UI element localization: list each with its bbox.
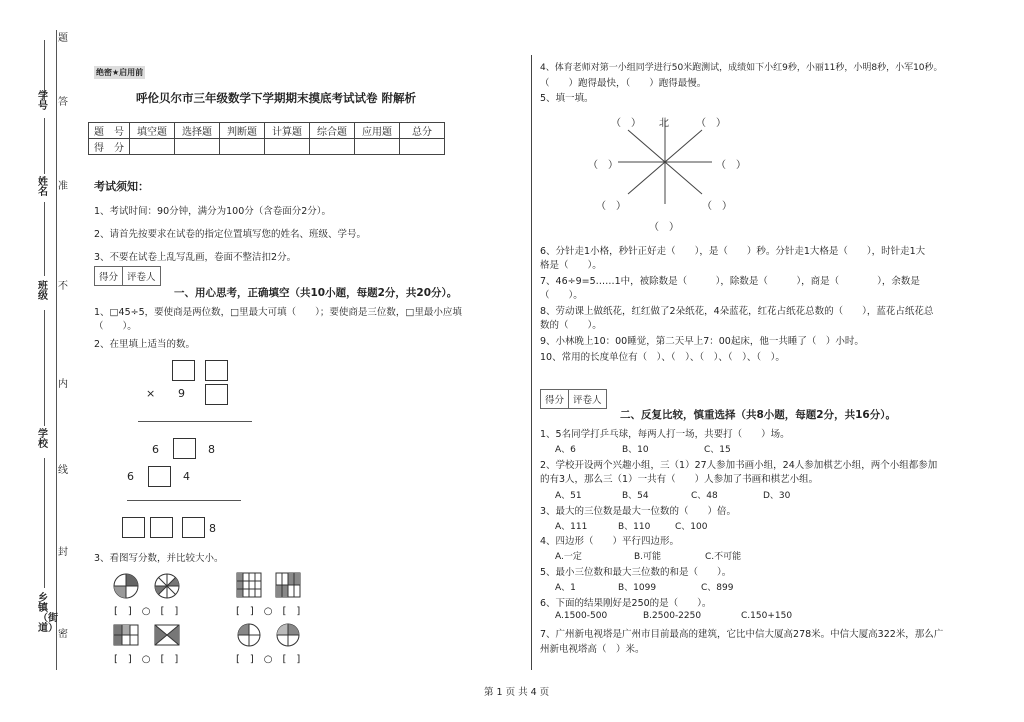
- choice-option[interactable]: B.2500-2250: [643, 611, 702, 621]
- column-divider: [531, 55, 532, 670]
- result-digit: 8: [209, 522, 216, 535]
- notice-item: 3、不要在试卷上乱写乱画，卷面不整洁扣2分。: [94, 252, 297, 263]
- margin-fill-line: [44, 310, 45, 426]
- question-4-cont: （ ）跑得最快，（ ）跑得最慢。: [540, 78, 707, 89]
- compass-blank[interactable]: （ ）: [696, 118, 726, 129]
- choice-option[interactable]: B、1099: [618, 583, 657, 593]
- compass-blank[interactable]: （ ）: [716, 160, 746, 171]
- score-row-label: 得 分: [89, 139, 130, 155]
- score-cell[interactable]: [265, 139, 310, 155]
- compass-blank[interactable]: （ ）: [702, 201, 732, 212]
- township-label: 乡镇（街道）: [38, 593, 58, 634]
- question-1: 1、□45÷5，要使商是两位数，□里最大可填（ ）；要使商是三位数，□里最小应填: [94, 307, 462, 318]
- partial-digit: 8: [208, 443, 215, 456]
- choice-option[interactable]: D、30: [763, 491, 791, 501]
- choice-option[interactable]: B.可能: [634, 552, 662, 562]
- compass-north-label: 北: [659, 118, 669, 129]
- score-table-header: 题 号: [89, 123, 130, 139]
- fraction-circle-figure: [112, 572, 140, 600]
- bind-char: 内: [58, 379, 68, 390]
- multiplier-digit: 9: [178, 387, 185, 400]
- score-cell[interactable]: [175, 139, 220, 155]
- choice-question-7-cont: 州新电视塔高（ ）米。: [540, 644, 645, 655]
- score-table-header: 填空题: [130, 123, 175, 139]
- choice-option[interactable]: B、54: [622, 491, 649, 501]
- bind-char: 线: [58, 465, 68, 476]
- fraction-rect-figure: [154, 624, 180, 646]
- section1-scorebox: [94, 266, 161, 286]
- score-table-header: 应用题: [355, 123, 400, 139]
- school-label: 学校: [38, 429, 48, 450]
- choice-question-2: 2、学校开设两个兴趣小组，三（1）27人参加书画小组，24人参加棋艺小组，两个小组都参加: [540, 460, 938, 471]
- question-5: 5、填一填。: [540, 93, 594, 104]
- notice-item: 1、考试时间：90分钟，满分为100分（含卷面分2分）。: [94, 206, 332, 217]
- score-table-header: 选择题: [175, 123, 220, 139]
- section1-title: 一、用心思考，正确填空（共10小题，每题2分，共20分）。: [174, 287, 458, 299]
- question-3: 3、看图写分数，并比较大小。: [94, 553, 224, 564]
- score-cell[interactable]: [310, 139, 355, 155]
- fraction-circle-figure: [275, 622, 301, 648]
- calc-rule: [138, 421, 252, 422]
- choice-option[interactable]: B、110: [618, 522, 651, 532]
- choice-option[interactable]: A、51: [555, 491, 582, 501]
- compass-blank[interactable]: （ ）: [588, 160, 618, 171]
- calc-rule: [127, 500, 241, 501]
- score-cell[interactable]: [400, 139, 445, 155]
- section2-title: 二、反复比较，慎重选择（共8小题，每题2分，共16分）。: [620, 409, 896, 421]
- score-table-header: 计算题: [265, 123, 310, 139]
- choice-option[interactable]: A、1: [555, 583, 576, 593]
- compare-blanks: [ ] ○ [ ]: [114, 654, 179, 665]
- margin-fill-line: [44, 118, 45, 174]
- margin-fill-line: [44, 202, 45, 276]
- partial-digit: 6: [152, 443, 159, 456]
- compass-blank[interactable]: （ ）: [611, 118, 641, 129]
- question-8-cont: 数的（ ）。: [540, 320, 602, 331]
- fraction-circle-figure: [153, 572, 181, 600]
- choice-option[interactable]: C、100: [675, 522, 708, 532]
- choice-option[interactable]: A、111: [555, 522, 588, 532]
- score-table-header: 总分: [400, 123, 445, 139]
- class-label: 班级: [38, 281, 48, 302]
- question-4: 4、体育老师对第一小组同学进行50米跑测试，成绩如下小红9秒，小丽11秒，小明8秒，小军10秒。: [540, 63, 943, 73]
- compare-blanks: [ ] ○ [ ]: [236, 606, 301, 617]
- score-cell[interactable]: [130, 139, 175, 155]
- compass-blank[interactable]: （ ）: [596, 201, 626, 212]
- question-2: 2、在里填上适当的数。: [94, 339, 196, 350]
- digit-box[interactable]: [205, 384, 228, 405]
- notice-title: 考试须知：: [94, 180, 149, 193]
- choice-option[interactable]: C.不可能: [705, 552, 742, 562]
- bind-char: 密: [58, 629, 68, 640]
- bind-char: 题: [58, 33, 68, 44]
- choice-question-7: 7、广州新电视塔是广州市目前最高的建筑，它比中信大厦高278米。中信大厦高322米，那么广: [540, 629, 944, 640]
- page-footer: 第 1 页 共 4 页: [484, 687, 550, 698]
- choice-option[interactable]: A.一定: [555, 552, 582, 562]
- question-8: 8、劳动课上做纸花，红红做了2朵纸花，4朵蓝花，红花占纸花总数的（ ），蓝花占纸花总: [540, 306, 934, 317]
- choice-question-4: 4、四边形（ ）平行四边形。: [540, 536, 680, 547]
- digit-box[interactable]: [173, 438, 196, 459]
- scorebox-grader-label: 评卷人: [568, 390, 606, 408]
- score-table: [88, 122, 445, 155]
- digit-box[interactable]: [150, 517, 173, 538]
- bind-char: 封: [58, 547, 68, 558]
- choice-option[interactable]: C.150+150: [741, 611, 793, 621]
- scorebox-score-label: 得分: [545, 395, 565, 406]
- margin-fill-line: [44, 458, 45, 588]
- question-7: 7、46÷9=5……1中，被除数是（ ），除数是（ ），商是（ ），余数是: [540, 276, 920, 287]
- question-10: 10、常用的长度单位有（ ）、（ ）、（ ）、（ ）、（ ）。: [540, 352, 785, 363]
- score-cell[interactable]: [355, 139, 400, 155]
- choice-option[interactable]: A、6: [555, 445, 576, 455]
- partial-digit: 6: [127, 470, 134, 483]
- choice-option[interactable]: C、899: [701, 583, 734, 593]
- times-sign: ×: [146, 387, 156, 400]
- fraction-circle-figure: [236, 622, 262, 648]
- name-label: 姓名: [38, 177, 48, 198]
- bind-char: 准: [58, 181, 68, 192]
- digit-box[interactable]: [122, 517, 145, 538]
- digit-box[interactable]: [205, 360, 228, 381]
- secret-badge: 绝密★启用前: [96, 68, 144, 77]
- question-6: 6、分针走1小格，秒针正好走（ ），是（ ）秒。分针走1大格是（ ），时针走1大: [540, 246, 926, 257]
- bind-char: 不: [58, 281, 68, 292]
- choice-option[interactable]: C、48: [691, 491, 718, 501]
- score-table-header: 综合题: [310, 123, 355, 139]
- choice-option[interactable]: B、10: [622, 445, 649, 455]
- question-1-cont: （ ）。: [94, 321, 137, 332]
- score-cell[interactable]: [220, 139, 265, 155]
- partial-digit: 4: [183, 470, 190, 483]
- compare-blanks: [ ] ○ [ ]: [236, 654, 301, 665]
- score-table-header: 判断题: [220, 123, 265, 139]
- choice-question-3: 3、最大的三位数是最大一位数的（ ）倍。: [540, 506, 737, 517]
- choice-question-5: 5、最小三位数和最大三位数的和是（ ）。: [540, 567, 732, 578]
- compass-blank[interactable]: （ ）: [649, 222, 679, 233]
- digit-box[interactable]: [148, 466, 171, 487]
- section2-scorebox: [540, 389, 607, 409]
- compare-blanks: [ ] ○ [ ]: [114, 606, 179, 617]
- notice-item: 2、请首先按要求在试卷的指定位置填写您的姓名、班级、学号。: [94, 229, 367, 240]
- question-6-cont: 格是（ ）。: [540, 260, 602, 271]
- choice-question-1: 1、5名同学打乒乓球，每两人打一场，共要打（ ）场。: [540, 429, 790, 440]
- fraction-rect-figure: [113, 624, 139, 646]
- student-id-label: 学号: [38, 91, 48, 112]
- choice-question-6: 6、下面的结果刚好是250的是（ ）。: [540, 598, 712, 609]
- choice-option[interactable]: A.1500-500: [555, 611, 608, 621]
- bind-char: 答: [58, 97, 68, 108]
- choice-question-2-cont: 的有3人，那么三（1）一共有（ ）人参加了书画和棋艺小组。: [540, 474, 819, 485]
- fraction-grid-figure: [236, 572, 262, 598]
- scorebox-score-label: 得分: [99, 272, 119, 283]
- margin-line: [56, 30, 57, 670]
- question-7-cont: （ ）。: [540, 290, 583, 301]
- question-9: 9、小林晚上10：00睡觉，第二天早上7：00起床，他一共睡了（ ）小时。: [540, 336, 864, 347]
- exam-title: 呼伦贝尔市三年级数学下学期期末摸底考试试卷 附解析: [136, 91, 417, 105]
- scorebox-grader-label: 评卷人: [122, 267, 160, 285]
- digit-box[interactable]: [172, 360, 195, 381]
- choice-option[interactable]: C、15: [704, 445, 731, 455]
- digit-box[interactable]: [182, 517, 205, 538]
- fraction-grid-figure: [275, 572, 301, 598]
